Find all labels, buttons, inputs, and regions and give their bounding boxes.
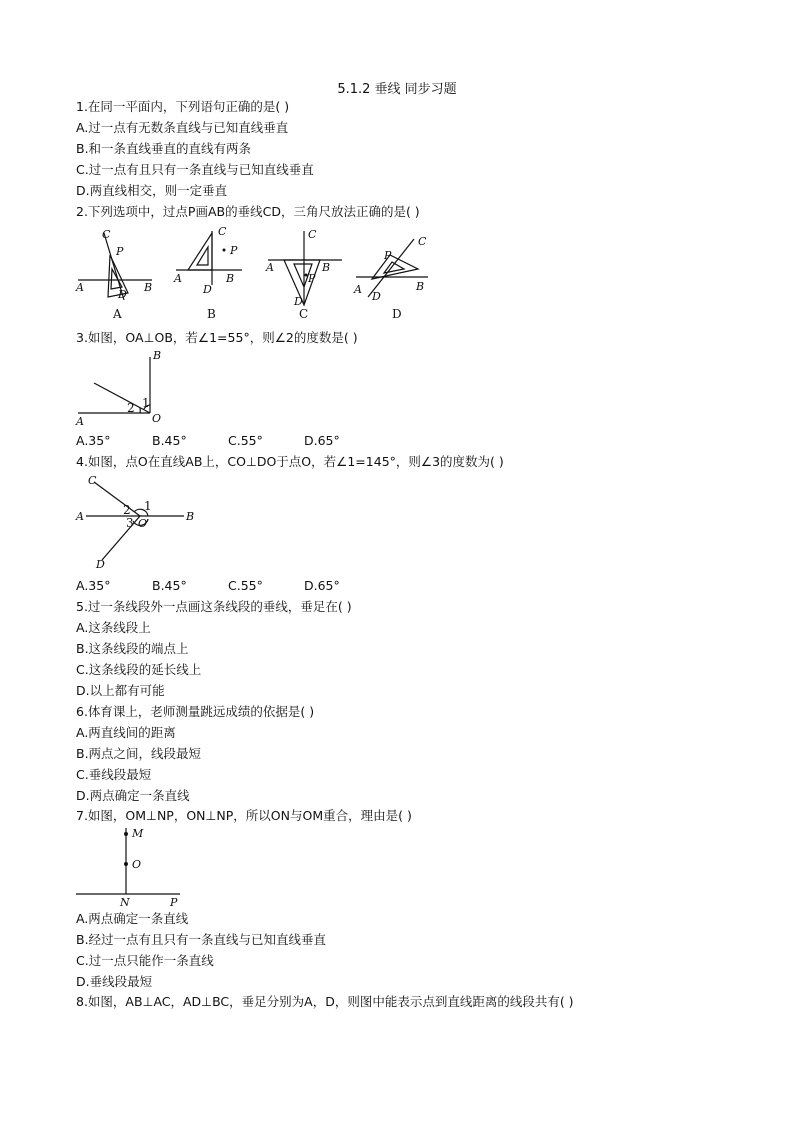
question-4-options [76,577,380,595]
question-6-stem: 6.体育课上，老师测量跳远成绩的依据是( ) [76,704,315,719]
q4-option-d: D.65° [304,578,340,593]
question-5-option-a: A.这条线段上 [76,620,151,635]
fig-a-label-a: A [76,281,84,294]
question-6-option-d: D.两点确定一条直线 [76,788,190,803]
question-4-figure [74,472,204,572]
q7-label-n: N [120,896,130,909]
fig-b-label-b: B [226,272,235,285]
fig-d-label-d: D [372,290,381,303]
q4-label-b: B [186,510,195,523]
q4-option-a: A.35° [76,578,111,593]
question-5-stem: 5.过一条线段外一点画这条线段的垂线，垂足在( ) [76,599,352,614]
fig-b-caption: B [207,307,216,321]
fig-a-caption: A [113,307,122,321]
q7-label-o: O [132,858,142,871]
fig-b-label-c: C [218,225,227,238]
q4-label-1: 1 [144,499,152,513]
question-5-option-b: B.这条线段的端点上 [76,641,189,656]
q3-label-o: O [152,412,162,425]
q4-label-2: 2 [123,503,131,517]
fig-c-label-d: D [294,295,303,308]
question-7-option-d: D.垂线段最短 [76,974,153,989]
fig-a-label-p: P [116,245,124,258]
q4-option-c: C.55° [228,578,263,593]
fig-d-caption: D [392,307,402,321]
fig-c-label-p: P [308,272,316,285]
question-5-option-d: D.以上都有可能 [76,683,165,698]
q4-label-3: 3 [126,516,134,530]
question-2-figure-b [172,225,262,325]
fig-b-label-d: D [203,283,212,296]
question-1-option-d: D.两直线相交，则一定垂直 [76,183,228,198]
question-2-figure-a [72,225,162,325]
fig-c-label-b: B [322,261,331,274]
q3-label-1: 1 [142,396,150,410]
question-2-figure-c [262,225,352,325]
question-7-option-b: B.经过一点有且只有一条直线与已知直线垂直 [76,932,327,947]
q3-option-b: B.45° [152,433,187,448]
q3-label-a: A [76,415,84,428]
q3-option-c: C.55° [228,433,263,448]
fig-b-label-a: A [174,272,182,285]
question-3-options [76,432,380,450]
question-7-option-c: C.过一点只能作一条直线 [76,953,214,968]
question-6-option-b: B.两点之间，线段最短 [76,746,202,761]
fig-a-label-d: D [118,288,127,301]
q4-label-c: C [88,474,97,487]
question-4-stem: 4.如图，点O在直线AB上，CO⊥DO于点O，若∠1=145°，则∠3的度数为( ) [76,454,504,469]
fig-b-label-p: P [230,244,238,257]
q3-label-2: 2 [127,401,135,415]
fig-c-label-a: A [266,261,274,274]
q4-option-b: B.45° [152,578,187,593]
question-1-option-c: C.过一点有且只有一条直线与已知直线垂直 [76,162,314,177]
question-8-stem: 8.如图，AB⊥AC，AD⊥BC，垂足分别为A，D，则图中能表示点到直线距离的线段共有( ) [76,994,574,1009]
question-1-stem: 1.在同一平面内，下列语句正确的是( ) [76,99,290,114]
fig-d-label-c: C [418,235,427,248]
q4-label-o: O [138,517,148,530]
question-7-option-a: A.两点确定一条直线 [76,911,189,926]
fig-a-label-b: B [144,281,153,294]
fig-d-label-a: A [354,283,362,296]
question-5-option-c: C.这条线段的延长线上 [76,662,202,677]
q7-label-p: P [170,896,178,909]
question-6-option-a: A.两直线间的距离 [76,725,176,740]
fig-d-label-b: B [416,280,425,293]
question-6-option-c: C.垂线段最短 [76,767,152,782]
question-3-figure [74,349,184,429]
q7-label-m: M [132,827,144,840]
q4-label-d: D [96,558,105,571]
page-title: 5.1.2 垂线 同步习题 [337,82,457,97]
question-7-figure [74,824,194,908]
fig-c-label-c: C [308,228,317,241]
fig-c-caption: C [299,307,309,321]
q3-label-b: B [153,349,162,362]
fig-d-label-p: P [384,249,392,262]
question-7-stem: 7.如图，OM⊥NP，ON⊥NP，所以ON与OM重合，理由是( ) [76,808,412,823]
question-3-stem: 3.如图，OA⊥OB，若∠1=55°，则∠2的度数是( ) [76,330,358,345]
q3-option-a: A.35° [76,433,111,448]
question-2-stem: 2.下列选项中，过点P画AB的垂线CD，三角尺放法正确的是( ) [76,204,420,219]
question-2-figure-d [352,225,442,325]
fig-a-label-c: C [102,228,111,241]
q3-option-d: D.65° [304,433,340,448]
question-1-option-a: A.过一点有无数条直线与已知直线垂直 [76,120,289,135]
question-1-option-b: B.和一条直线垂直的直线有两条 [76,141,252,156]
q4-label-a: A [76,510,84,523]
